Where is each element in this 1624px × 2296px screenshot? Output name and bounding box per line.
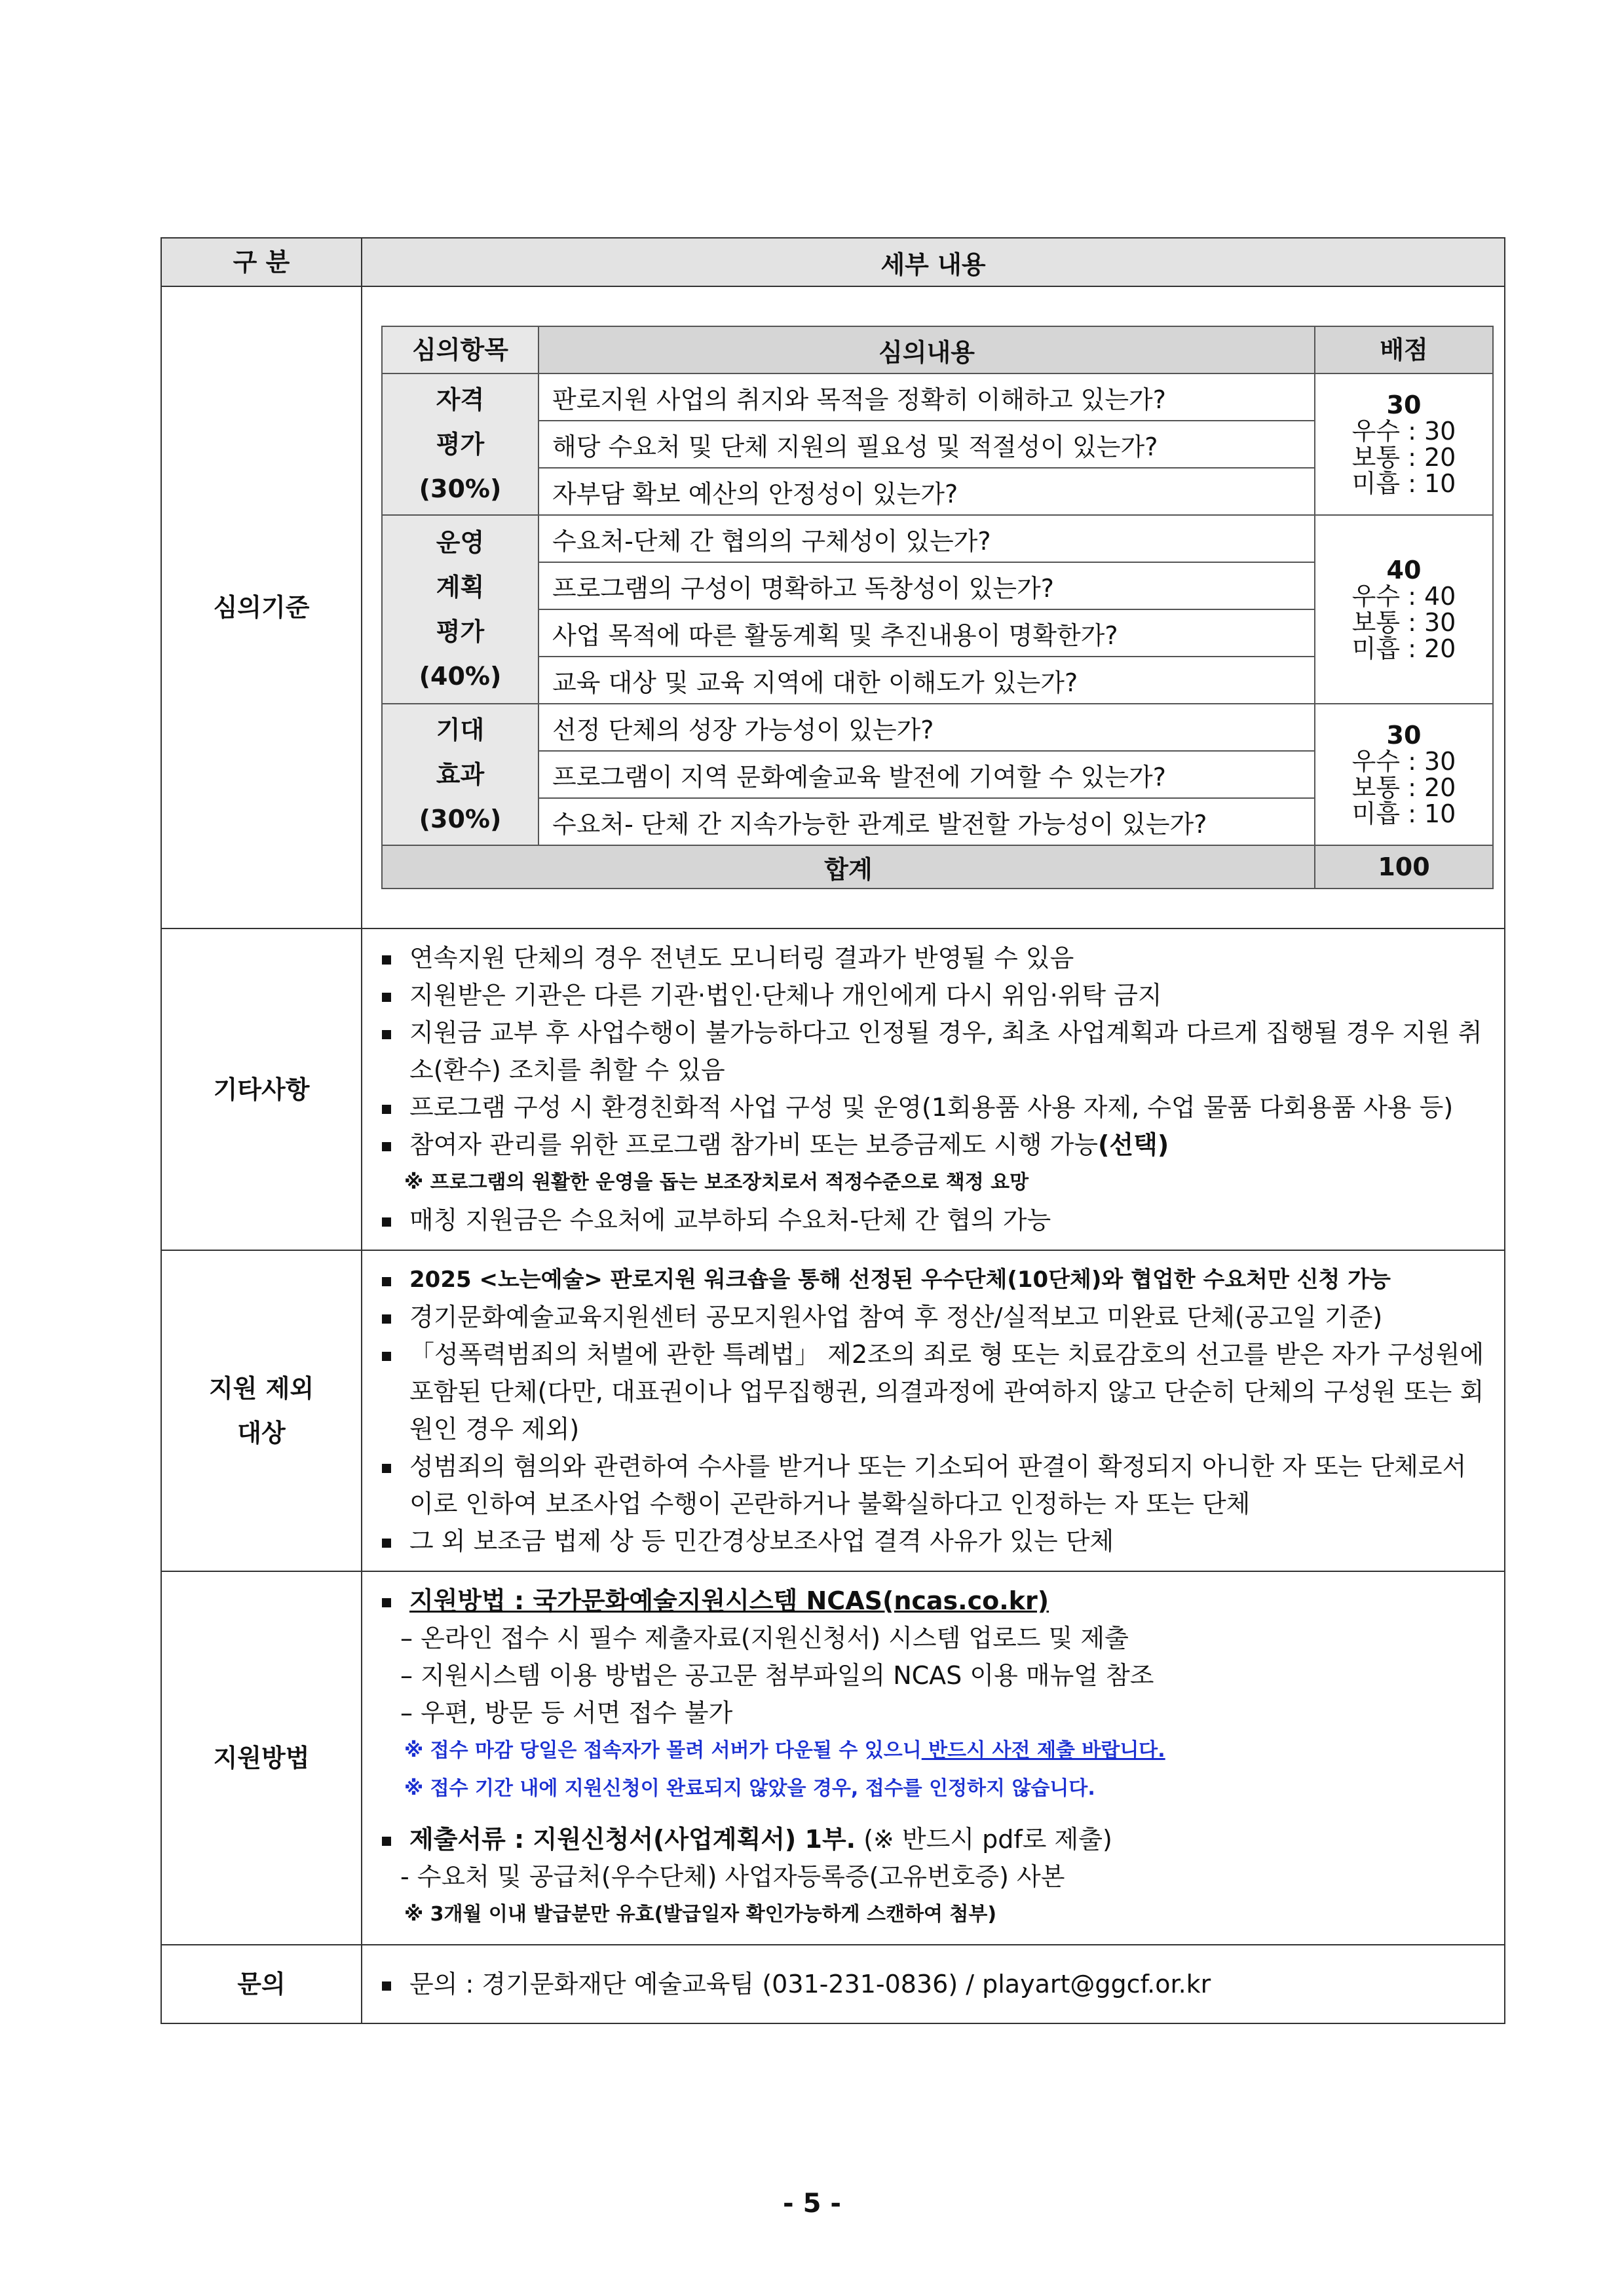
- category-line: (40%): [419, 662, 502, 691]
- score-grade: 보통 : 20: [1351, 773, 1456, 802]
- label-line: 대상: [237, 1419, 286, 1447]
- etc-row: [161, 928, 1505, 1250]
- eval-score: [1315, 515, 1493, 704]
- category-line: 자격: [436, 385, 485, 414]
- eval-row: [382, 515, 1493, 562]
- eval-header-item: 심의항목: [382, 326, 538, 373]
- inquiry-bullet: 문의 : 경기문화재단 예술교육팀 (031-231-0836) / playart@ggcf.or.kr: [379, 1966, 1492, 2003]
- eval-question: 프로그램이 지역 문화예술교육 발전에 기여할 수 있는가?: [538, 751, 1315, 798]
- method-bullet: 지원방법 : 국가문화예술지원시스템 NCAS(ncas.co.kr): [379, 1582, 1492, 1620]
- bullet-bold: (선택): [1098, 1130, 1169, 1159]
- eval-sum-row: [382, 845, 1493, 889]
- label-line: 지원 제외: [208, 1374, 314, 1403]
- category-line: 운영: [436, 528, 485, 557]
- etc-note: ※ 프로그램의 원활한 운영을 돕는 보조장치로서 적정수준으로 책정 요망: [404, 1171, 1029, 1194]
- etc-bullet: 프로그램 구성 시 환경친화적 사업 구성 및 운영(1회용품 사용 자제, 수업 물품 다회용품 사용 등): [379, 1089, 1492, 1126]
- score-total: 30: [1386, 391, 1422, 419]
- eval-question: 해당 수요처 및 단체 지원의 필요성 및 적절성이 있는가?: [538, 421, 1315, 468]
- eval-question: 교육 대상 및 교육 지역에 대한 이해도가 있는가?: [538, 657, 1315, 704]
- bullet-bold: 제출서류 : 지원신청서(사업계획서) 1부.: [409, 1825, 856, 1854]
- exclusion-content: [362, 1250, 1505, 1571]
- score-grade: 보통 : 30: [1351, 608, 1456, 637]
- inquiry-label: 문의: [161, 1945, 362, 2023]
- exclusion-bullet: 성범죄의 혐의와 관련하여 수사를 받거나 또는 기소되어 판결이 확정되지 아니한 자 또는 단체로서 이로 인하여 보조사업 수행이 곤란하거나 불확실하다고 인정하는 자 또는 단체: [379, 1448, 1492, 1523]
- eval-category: [382, 515, 538, 704]
- sum-label: 합계: [382, 845, 1315, 889]
- eval-row: [382, 373, 1493, 421]
- bullet-text: (※ 반드시 pdf로 제출): [856, 1825, 1112, 1854]
- header-category: 구 분: [161, 238, 362, 286]
- criteria-row: [161, 286, 1505, 928]
- method-detail: – 온라인 접수 시 필수 제출자료(지원신청서) 시스템 업로드 및 제출: [400, 1624, 1129, 1653]
- category-line: (30%): [419, 474, 502, 503]
- eval-header-content: 심의내용: [538, 326, 1315, 373]
- etc-bullet: [379, 1126, 1492, 1164]
- score-total: 30: [1386, 721, 1422, 750]
- method-content: [362, 1571, 1505, 1945]
- method-detail: – 지원시스템 이용 방법은 공고문 첨부파일의 NCAS 이용 매뉴얼 참조: [400, 1661, 1154, 1690]
- criteria-label: 심의기준: [161, 286, 362, 928]
- method-note: [379, 1732, 1492, 1770]
- eval-score: [1315, 373, 1493, 515]
- eval-question: 판로지원 사업의 취지와 목적을 정확히 이해하고 있는가?: [538, 373, 1315, 421]
- exclusion-label: [161, 1250, 362, 1571]
- category-line: 평가: [436, 617, 485, 646]
- category-line: 평가: [436, 430, 485, 459]
- page-number: - 5 -: [783, 2189, 841, 2219]
- evaluation-table: [381, 326, 1494, 889]
- evaluation-header: [382, 326, 1493, 373]
- method-detail: - 수요처 및 공급처(우수단체) 사업자등록증(고유번호증) 사본: [400, 1862, 1065, 1891]
- method-label: 지원방법: [161, 1571, 362, 1945]
- method-note: ※ 3개월 이내 발급분만 유효(발급일자 확인가능하게 스캔하여 첨부): [404, 1903, 997, 1926]
- etc-label: 기타사항: [161, 928, 362, 1250]
- score-grade: 우수 : 30: [1351, 417, 1456, 446]
- method-note: ※ 접수 기간 내에 지원신청이 완료되지 않았을 경우, 접수를 인정하지 않습니다.: [404, 1777, 1095, 1800]
- score-grade: 우수 : 30: [1351, 747, 1456, 776]
- sum-value: 100: [1315, 845, 1493, 889]
- inquiry-row: [161, 1945, 1505, 2023]
- score-grade: 미흡 : 10: [1351, 799, 1456, 828]
- etc-bullet: 매칭 지원금은 수요처에 교부하되 수요처-단체 간 협의 가능: [379, 1202, 1492, 1239]
- score-grade: 보통 : 20: [1351, 443, 1456, 472]
- exclusion-bullet: 「성폭력범죄의 처벌에 관한 특례법」 제2조의 죄로 형 또는 치료감호의 선고를 받은 자가 구성원에 포함된 단체(다만, 대표권이나 업무집행권, 의결과정에 관여하지 않고 단순히 단체의 구성원 또는 회원인 경우 제외): [379, 1336, 1492, 1448]
- score-grade: 우수 : 40: [1351, 582, 1456, 611]
- eval-question: 선정 단체의 성장 가능성이 있는가?: [538, 704, 1315, 751]
- category-line: 효과: [436, 760, 485, 789]
- inquiry-content: [362, 1945, 1505, 2023]
- bullet-text: 참여자 관리를 위한 프로그램 참가비 또는 보증금제도 시행 가능: [409, 1130, 1099, 1159]
- method-detail: – 우편, 방문 등 서면 접수 불가: [400, 1698, 733, 1727]
- eval-row: [382, 704, 1493, 751]
- category-line: (30%): [419, 805, 502, 833]
- spacer: [379, 1808, 1492, 1821]
- score-grade: 미흡 : 10: [1351, 469, 1456, 498]
- score-total: 40: [1386, 556, 1422, 584]
- exclusion-row: [161, 1250, 1505, 1571]
- exclusion-bullet: 그 외 보조금 법제 상 등 민간경상보조사업 결격 사유가 있는 단체: [379, 1523, 1492, 1560]
- eval-question: 자부담 확보 예산의 안정성이 있는가?: [538, 468, 1315, 515]
- category-line: 계획: [436, 573, 485, 602]
- method-row: [161, 1571, 1505, 1945]
- note-text: ※ 접수 마감 당일은 접속자가 몰려 서버가 다운될 수 있으니: [404, 1739, 922, 1762]
- eval-header-score: 배점: [1315, 326, 1493, 373]
- header-details: 세부 내용: [362, 238, 1505, 286]
- eval-score: [1315, 704, 1493, 845]
- etc-bullet: 지원금 교부 후 사업수행이 불가능하다고 인정될 경우, 최초 사업계획과 다르게 집행될 경우 지원 취소(환수) 조치를 취할 수 있음: [379, 1014, 1492, 1089]
- eval-question: 수요처-단체 간 협의의 구체성이 있는가?: [538, 515, 1315, 562]
- category-line: 기대: [436, 716, 485, 744]
- etc-bullet: 연속지원 단체의 경우 전년도 모니터링 결과가 반영될 수 있음: [379, 940, 1492, 977]
- eval-question: 프로그램의 구성이 명확하고 독창성이 있는가?: [538, 562, 1315, 609]
- main-table: [161, 237, 1505, 2024]
- criteria-content: [362, 286, 1505, 928]
- eval-question: 사업 목적에 따른 활동계획 및 추진내용이 명확한가?: [538, 609, 1315, 657]
- eval-category: [382, 704, 538, 845]
- method-bullet: [379, 1821, 1492, 1858]
- etc-bullet: 지원받은 기관은 다른 기관·법인·단체나 개인에게 다시 위임·위탁 금지: [379, 977, 1492, 1014]
- etc-content: [362, 928, 1505, 1250]
- eval-question: 수요처- 단체 간 지속가능한 관계로 발전할 가능성이 있는가?: [538, 798, 1315, 845]
- header-row: [161, 238, 1505, 286]
- exclusion-bullet: 경기문화예술교육지원센터 공모지원사업 참여 후 정산/실적보고 미완료 단체(공고일 기준): [379, 1299, 1492, 1336]
- eval-category: [382, 373, 538, 515]
- note-underlined: 반드시 사전 제출 바랍니다.: [921, 1739, 1165, 1762]
- exclusion-bullet: 2025 <노는예술> 판로지원 워크숍을 통해 선정된 우수단체(10단체)와 협업한 수요처만 신청 가능: [379, 1261, 1492, 1299]
- score-grade: 미흡 : 20: [1351, 634, 1456, 663]
